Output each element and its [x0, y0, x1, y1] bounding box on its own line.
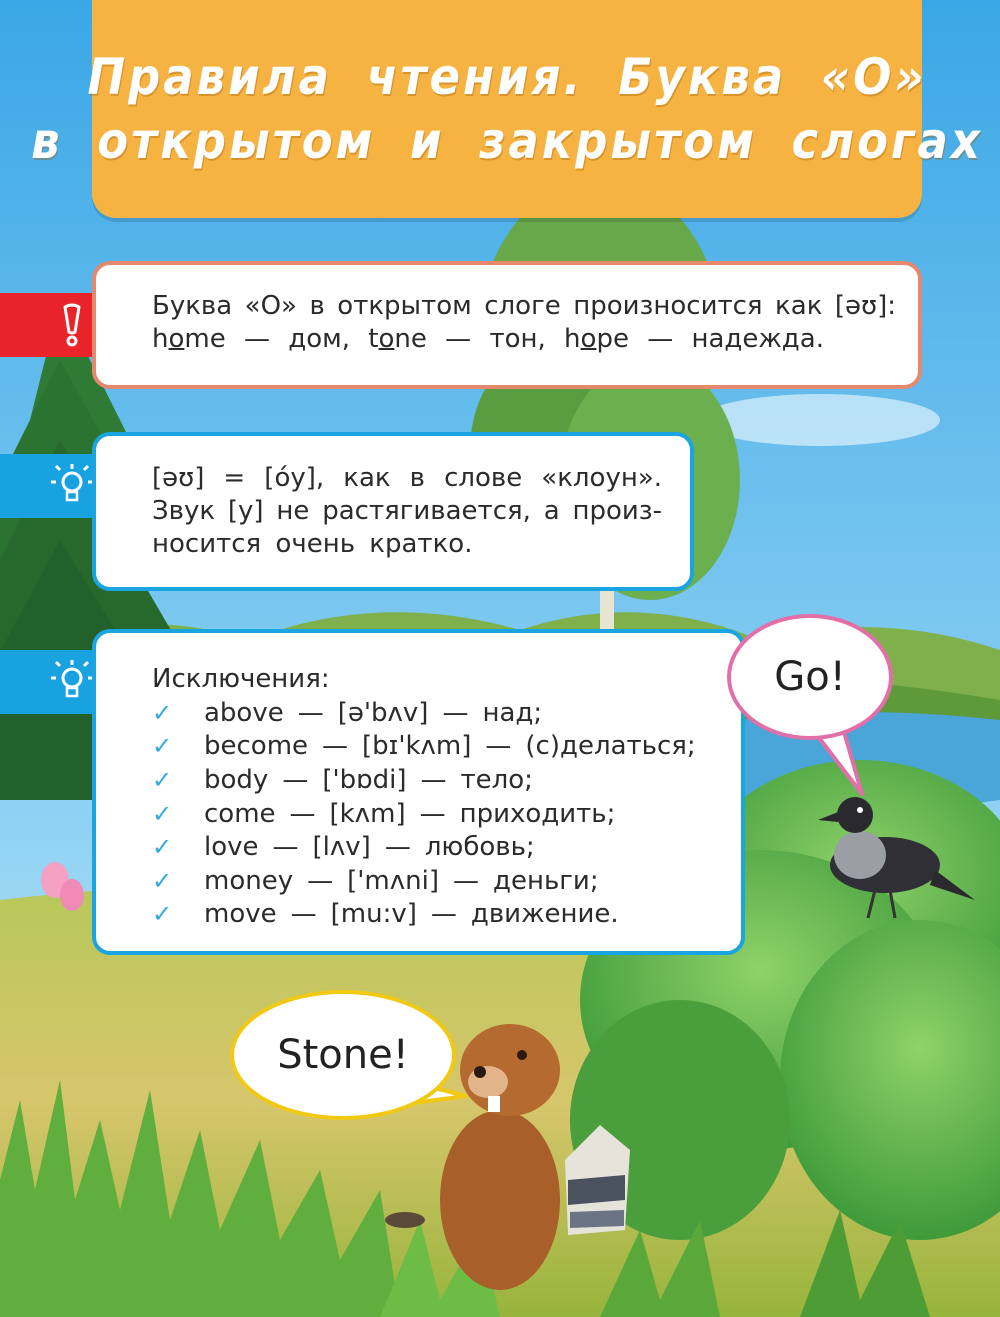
meaning: деньги; — [492, 865, 599, 896]
exception-word: love — [204, 832, 259, 863]
list-item — [152, 864, 696, 898]
dash: — — [485, 731, 512, 762]
meaning: над; — [482, 697, 543, 728]
dash: — — [442, 697, 469, 728]
example-translation: тон, — [489, 324, 546, 354]
exception-word: above — [204, 697, 284, 728]
transcription: [lʌv] — [312, 832, 371, 863]
transcription: [kʌm] — [329, 798, 406, 829]
tip-line-1: [əʊ] = [о́у], как в слове «клоун». — [152, 463, 662, 493]
list-item — [152, 730, 696, 764]
list-item — [152, 797, 696, 831]
crow-speech-bubble — [727, 614, 893, 740]
checkmark-icon: ✓ — [152, 900, 173, 929]
dash: — — [307, 865, 334, 896]
checkmark-icon: ✓ — [152, 698, 173, 727]
meaning: тело; — [460, 764, 533, 795]
rule-examples — [152, 323, 896, 356]
transcription: ['bɒdi] — [322, 764, 407, 795]
list-item — [152, 830, 696, 864]
meaning: движение. — [470, 899, 619, 930]
rule-box — [92, 261, 922, 389]
tip-box — [92, 432, 694, 591]
example-translation: дом, — [288, 324, 351, 354]
dash: — — [272, 832, 299, 863]
exclamation-icon — [48, 301, 96, 349]
transcription: [bɪ'kʌm] — [362, 731, 472, 762]
beaver-speech-text: Stone! — [277, 1032, 409, 1078]
transcription: [mu:v] — [330, 899, 417, 930]
dash: — — [289, 798, 316, 829]
list-item — [152, 898, 696, 932]
transcription: ['mʌni] — [347, 865, 439, 896]
example-word: tone — [368, 324, 427, 354]
lightbulb-icon — [48, 658, 96, 706]
dash: — — [282, 764, 309, 795]
checkmark-icon: ✓ — [152, 765, 173, 794]
page-title-line-1: Правила чтения. Буква «О» — [87, 48, 927, 106]
dash: — — [430, 899, 457, 930]
dash: — — [244, 324, 270, 354]
exception-word: move — [204, 899, 277, 930]
dash: — — [420, 764, 447, 795]
transcription: [ə'bʌv] — [337, 697, 429, 728]
title-banner — [31, 0, 983, 218]
checkmark-icon: ✓ — [152, 732, 173, 761]
meaning: любовь; — [424, 832, 535, 863]
example-word: hope — [564, 324, 629, 354]
exceptions-list — [152, 696, 696, 931]
dash: — — [290, 899, 317, 930]
example-translation: надежда. — [691, 324, 824, 354]
dash: — — [322, 731, 349, 762]
dash: — — [419, 798, 446, 829]
exception-word: come — [204, 798, 276, 829]
meaning: приходить; — [459, 798, 616, 829]
crow-speech-text: Go! — [774, 654, 846, 700]
exception-word: body — [204, 764, 269, 795]
tip-text — [152, 462, 662, 561]
beaver-speech-bubble — [230, 990, 456, 1120]
exception-word: become — [204, 731, 309, 762]
tip-line-3: носится очень кратко. — [152, 529, 473, 559]
list-item — [152, 696, 696, 730]
page-title-line-2: в открытом и закрытом слогах — [31, 112, 983, 170]
example-word: home — [152, 324, 226, 354]
rule-text — [152, 290, 896, 356]
checkmark-icon: ✓ — [152, 833, 173, 862]
meaning: (с)делаться; — [525, 731, 696, 762]
exceptions-title: Исключения: — [152, 664, 330, 694]
rule-line-1: Буква «О» в открытом слоге произносится как [əʊ]: — [152, 291, 896, 321]
dash: — — [452, 865, 479, 896]
list-item — [152, 763, 696, 797]
checkmark-icon: ✓ — [152, 866, 173, 895]
exception-word: money — [204, 865, 294, 896]
tip-line-2: Звук [у] не растягивается, а произ- — [152, 496, 662, 526]
lightbulb-icon — [48, 462, 96, 510]
dash: — — [297, 697, 324, 728]
dash: — — [384, 832, 411, 863]
dash: — — [445, 324, 472, 354]
exceptions-box — [92, 629, 745, 955]
dash: — — [647, 324, 674, 354]
checkmark-icon: ✓ — [152, 799, 173, 828]
